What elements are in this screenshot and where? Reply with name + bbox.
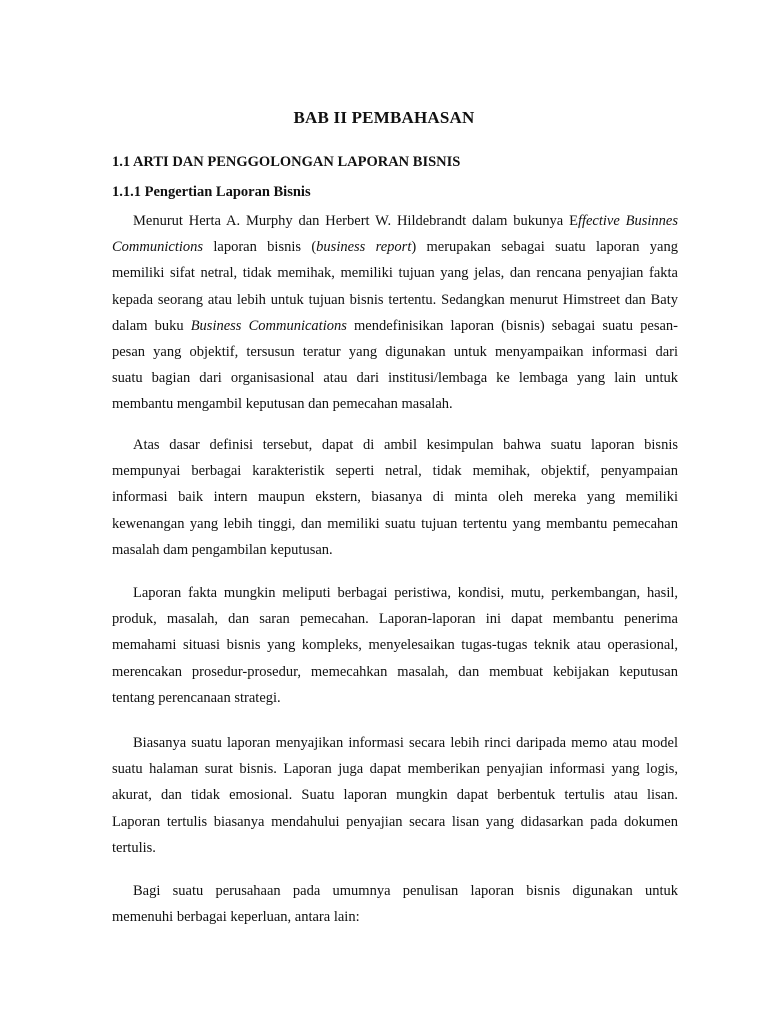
paragraph-line: Biasanya suatu laporan menyajikan informasi secara lebih rinci daripada memo atau model [133,735,678,751]
section-heading: 1.1 ARTI DAN PENGGOLONGAN LAPORAN BISNIS [112,154,461,170]
paragraph-2 [112,432,678,563]
paragraph-line: membantu mengambil keputusan dan pemecahan masalah. [112,396,453,413]
paragraph-line: merencakan prosedur-prosedur, memecahkan masalah, dan membuat kebijakan keputusan [112,663,678,680]
paragraph-line: Communictions laporan bisnis (business report) merupakan sebagai suatu laporan yang [112,239,678,256]
paragraph-5 [112,878,678,930]
paragraph-1 [112,208,678,418]
paragraph-4 [112,730,678,861]
paragraph-line: Laporan tertulis biasanya mendahului penyajian secara lisan yang didasarkan pada dokumen [112,813,678,830]
subsection-heading: 1.1.1 Pengertian Laporan Bisnis [112,184,311,200]
paragraph-3 [112,580,678,711]
paragraph-line: Bagi suatu perusahaan pada umumnya penulisan laporan bisnis digunakan untuk [133,883,678,899]
paragraph-line: tentang perencanaan strategi. [112,689,281,706]
paragraph-line: produk, masalah, dan saran pemecahan. Laporan-laporan ini dapat membantu penerima [112,611,678,628]
paragraph-line: memenuhi berbagai keperluan, antara lain: [112,909,360,926]
paragraph-line: masalah dam pengambilan keputusan. [112,541,333,558]
paragraph-line: tertulis. [112,839,156,856]
paragraph-line: akurat, dan tidak emosional. Suatu laporan mungkin dapat berbentuk tertulis atau lisan. [112,787,678,804]
paragraph-line: informasi baik intern maupun ekstern, biasanya di minta oleh mereka yang memiliki [112,489,678,506]
paragraph-line: mempunyai berbagai karakteristik seperti netral, tidak memihak, objektif, penyampaian [112,463,678,480]
paragraph-line: kewenangan yang lebih tinggi, dan memiliki suatu tujuan tertentu yang membantu pemecahan [112,515,678,532]
paragraph-line: Atas dasar definisi tersebut, dapat di ambil kesimpulan bahwa suatu laporan bisnis [133,437,678,453]
paragraph-line: memiliki sifat netral, tidak memihak, memiliki tujuan yang jelas, dan rencana penyajian fakta [112,265,678,282]
chapter-title: BAB II PEMBAHASAN [293,108,475,127]
paragraph-line: dalam buku Business Communications mendefinisikan laporan (bisnis) sebagai suatu pesan- [112,317,678,334]
paragraph-line: pesan yang objektif, tersusun teratur yang digunakan untuk menyampaikan informasi dari [112,344,678,361]
paragraph-line: Laporan fakta mungkin meliputi berbagai peristiwa, kondisi, mutu, perkembangan, hasil, [133,585,678,601]
paragraph-line: memahami situasi bisnis yang kompleks, menyelesaikan tugas-tugas teknik atau operasional, [112,637,678,654]
paragraph-line: Menurut Herta A. Murphy dan Herbert W. Hildebrandt dalam bukunya Effective Businnes [133,213,678,229]
paragraph-line: suatu halaman surat bisnis. Laporan juga dapat memberikan penyajian informasi yang logis, [112,761,678,778]
paragraph-line: kepada seorang atau lebih untuk tujuan bisnis tertentu. Sedangkan menurut Himstreet dan Baty [112,291,678,308]
paragraph-line: suatu bagian dari organisasional atau dari institusi/lembaga ke lembaga yang lain untuk [112,370,678,387]
